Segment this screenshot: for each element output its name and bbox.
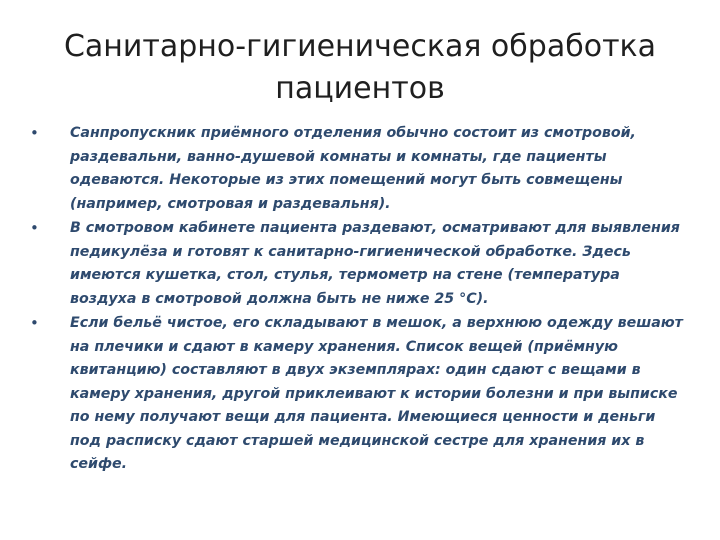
bullet-item-3 (28, 312, 688, 477)
bullet-marker: • (30, 314, 39, 332)
bullet-text: Санпропускник приёмного отделения обычно состоит из смотровой, раздевальни, ванно-душевой комнаты и комнаты, где пациенты одеваются. Некоторые из этих помещений могут быть совмещены (например, смотровая и раздевальня). (70, 125, 636, 212)
slide-title: Санитарно-гигиеническая обработка пациентов (63, 29, 657, 106)
bullet-item-2 (28, 217, 688, 311)
bullet-list (28, 122, 688, 478)
bullet-marker: • (30, 124, 39, 142)
bullet-marker: • (30, 219, 39, 237)
bullet-item-1 (28, 122, 688, 216)
bullet-text: В смотровом кабинете пациента раздевают, осматривают для выявления педикулёза и готовят к санитарно-гигиенической обработке. Здесь имеются кушетка, стол, стулья, термометр на стене (температура воздуха в смотровой должна быть не ниже 25 °С). (70, 220, 680, 307)
bullet-text: Если бельё чистое, его складывают в мешок, а верхнюю одежду вешают на плечики и сдают в камеру хранения. Список вещей (приёмную квитанцию) составляют в двух экземплярах: один сдают с вещами в камеру хранения, другой приклеивают к истории болезни и при выписке по нему получают вещи для пациента. Имеющиеся ценности и деньги под расписку сдают старшей медицинской сестре для хранения их в сейфе. (70, 315, 683, 472)
